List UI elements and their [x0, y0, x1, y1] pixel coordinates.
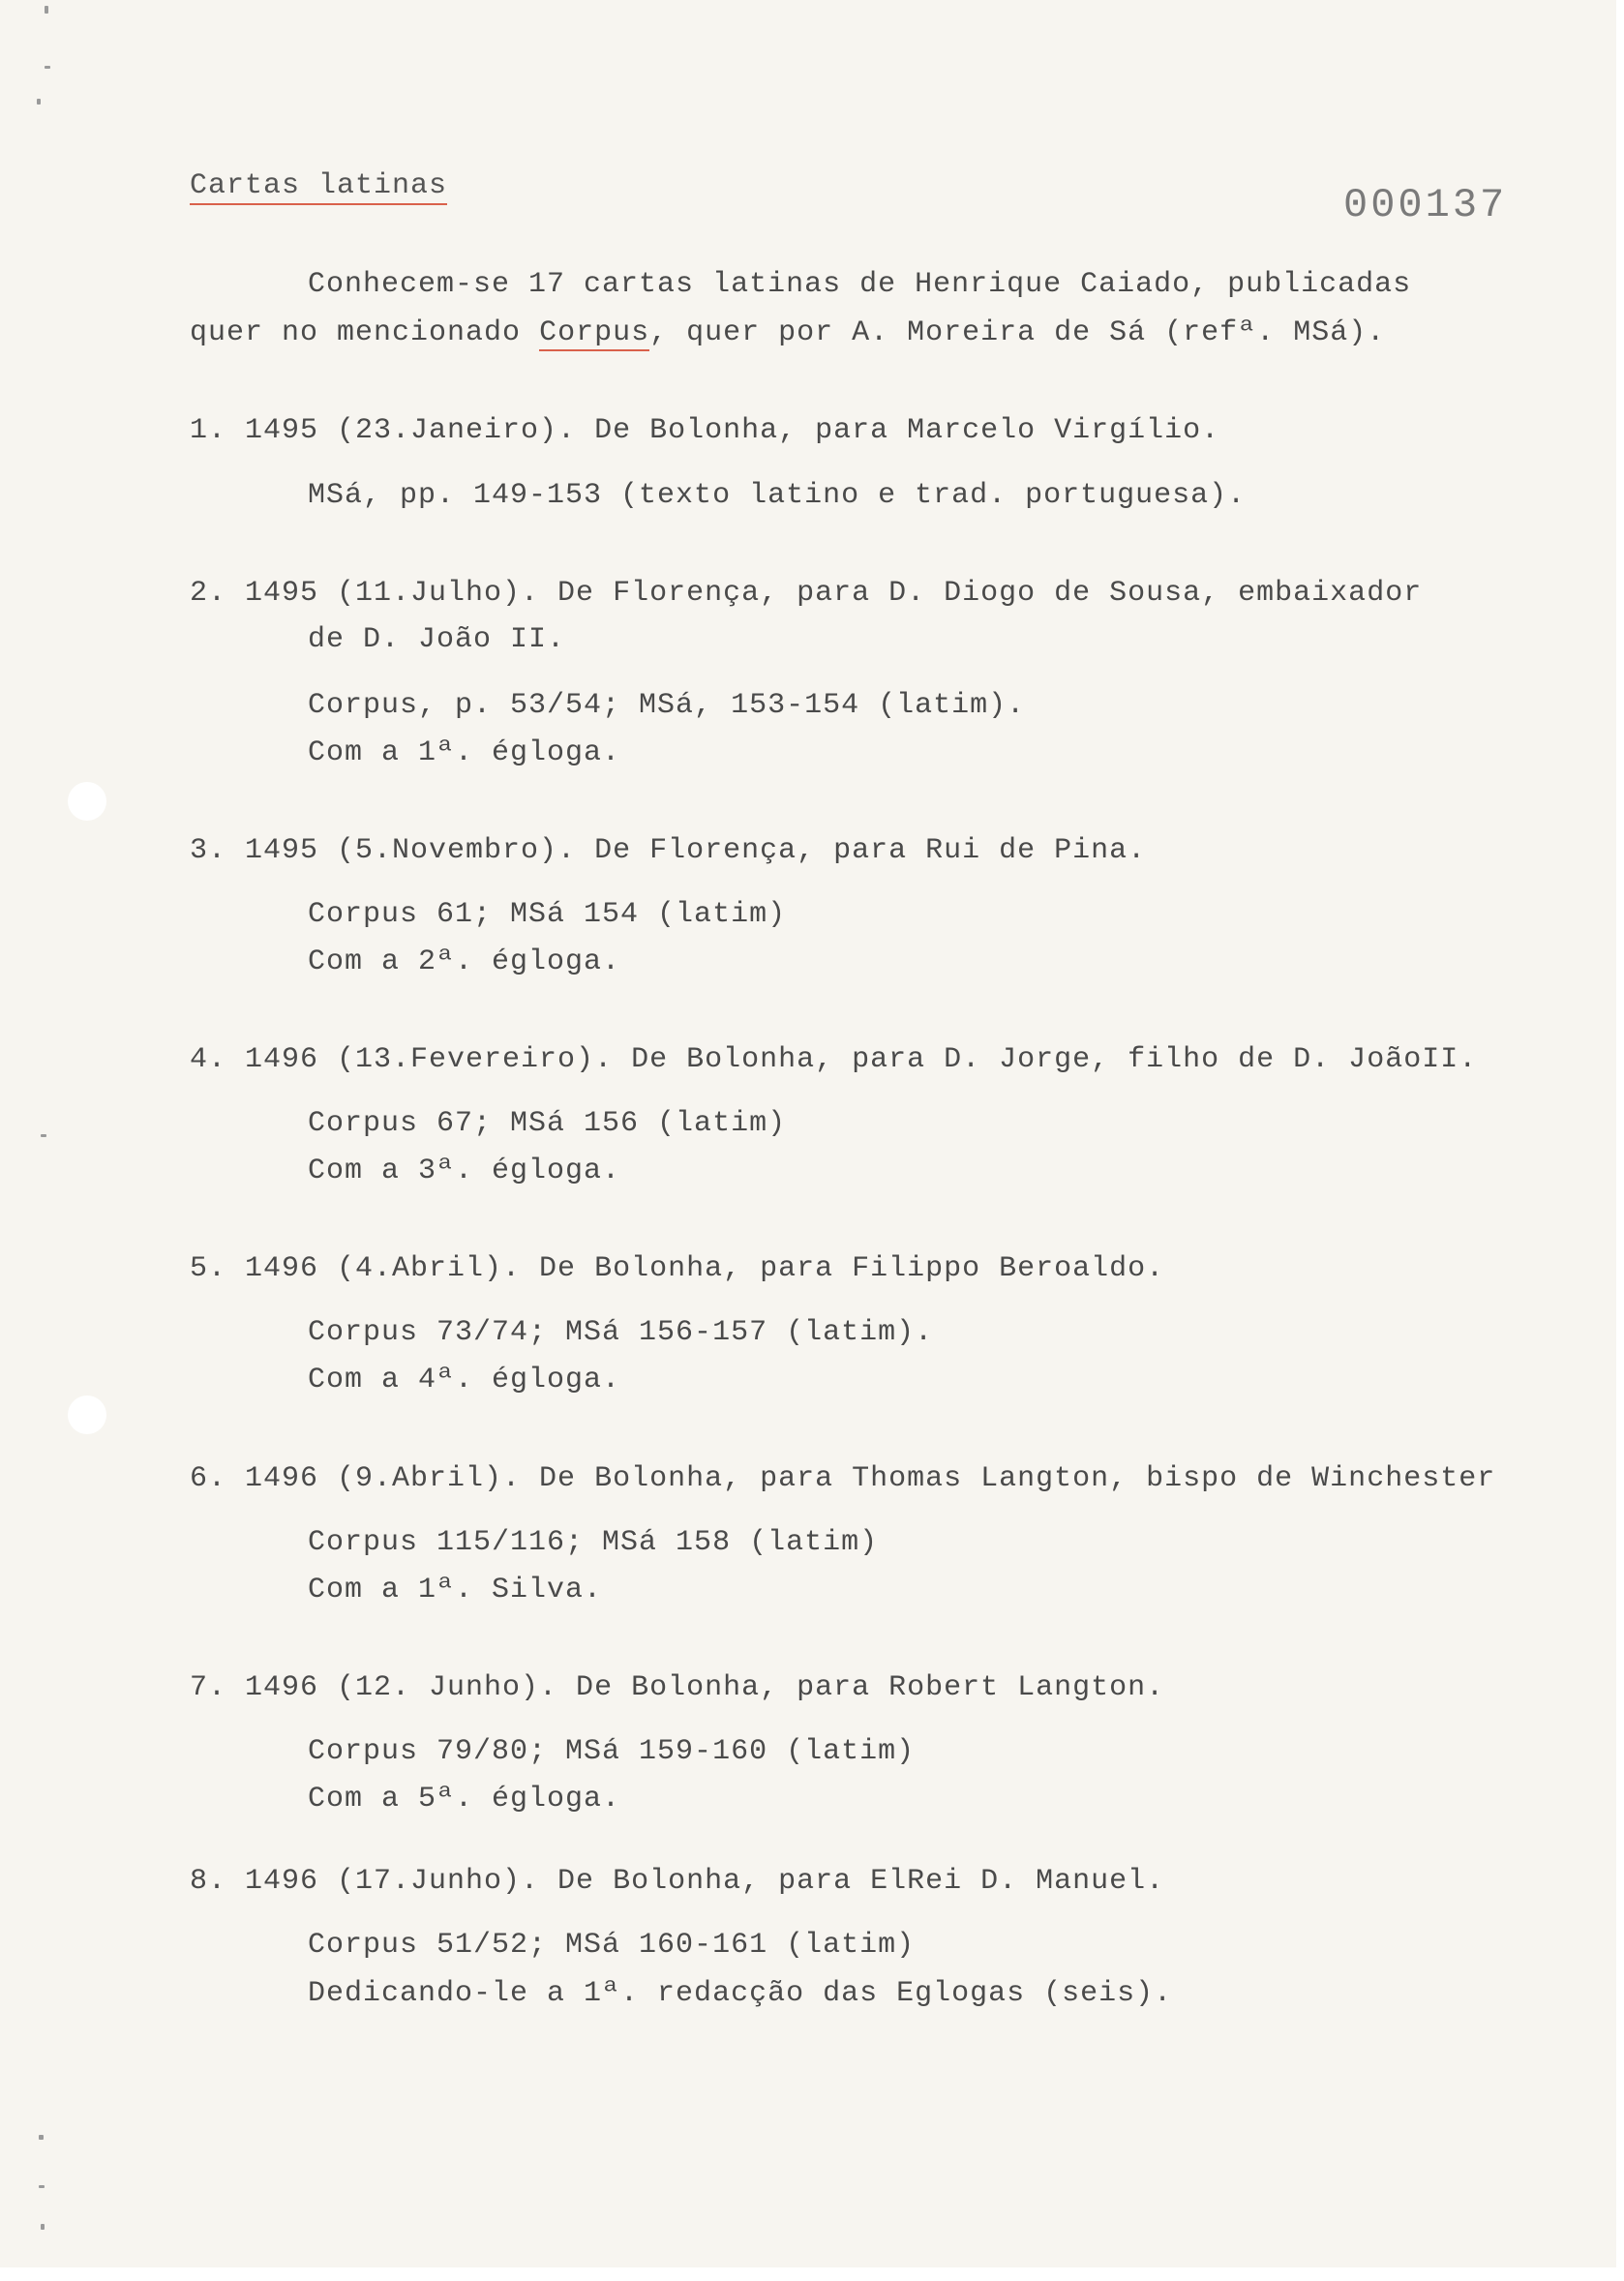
scan-speck	[37, 99, 41, 105]
scan-speck	[41, 1134, 46, 1137]
scan-speck	[41, 2224, 45, 2230]
letter-4-reference: Corpus 67; MSá 156 (latim)	[308, 1107, 787, 1140]
letter-2-heading-cont: de D. João II.	[308, 623, 566, 656]
scan-edge-bottom	[0, 2267, 1624, 2281]
letter-6-reference: Corpus 115/116; MSá 158 (latim)	[308, 1526, 879, 1559]
intro-line-1: Conhecem-se 17 cartas latinas de Henrique Caiado, publicadas	[308, 268, 1412, 301]
letter-2-heading: 2. 1495 (11.Julho). De Florença, para D. Diogo de Sousa, embaixador	[190, 577, 1423, 610]
corpus-underlined: Corpus	[539, 316, 650, 349]
letter-4-heading: 4. 1496 (13.Fevereiro). De Bolonha, para D. Jorge, filho de D. JoãoII.	[190, 1043, 1478, 1076]
intro-line-2-post: , quer por A. Moreira de Sá (refª. MSá).	[649, 316, 1386, 349]
letter-3-reference: Corpus 61; MSá 154 (latim)	[308, 898, 787, 931]
letter-5-reference: Corpus 73/74; MSá 156-157 (latim).	[308, 1316, 934, 1349]
letter-4-note: Com a 3ª. égloga.	[308, 1155, 621, 1187]
letter-1-heading: 1. 1495 (23.Janeiro). De Bolonha, para Marcelo Virgílio.	[190, 414, 1220, 447]
intro-line-2-pre: quer no mencionado	[190, 316, 540, 349]
scan-speck	[39, 2185, 45, 2188]
intro-line-2	[190, 315, 1385, 350]
scan-speck	[39, 2135, 44, 2140]
section-heading: Cartas latinas	[190, 169, 447, 205]
letter-7-heading: 7. 1496 (12. Junho). De Bolonha, para Robert Langton.	[190, 1671, 1165, 1704]
scan-speck	[45, 66, 50, 69]
letter-8-reference: Corpus 51/52; MSá 160-161 (latim)	[308, 1929, 916, 1962]
letter-2-reference: Corpus, p. 53/54; MSá, 153-154 (latim).	[308, 689, 1026, 722]
letter-5-note: Com a 4ª. égloga.	[308, 1364, 621, 1396]
scan-edge-right	[1616, 0, 1624, 2281]
letter-6-heading: 6. 1496 (9.Abril). De Bolonha, para Thomas Langton, bispo de Winchester	[190, 1462, 1496, 1495]
document-number: 000137	[1343, 182, 1508, 228]
letter-8-note: Dedicando-le a 1ª. redacção das Eglogas (seis).	[308, 1977, 1173, 2010]
letter-3-heading: 3. 1495 (5.Novembro). De Florença, para Rui de Pina.	[190, 834, 1147, 867]
letter-7-note: Com a 5ª. égloga.	[308, 1783, 621, 1816]
letter-3-note: Com a 2ª. égloga.	[308, 945, 621, 978]
letter-8-heading: 8. 1496 (17.Junho). De Bolonha, para ElRei D. Manuel.	[190, 1865, 1165, 1898]
scan-speck	[45, 6, 48, 14]
letter-6-note: Com a 1ª. Silva.	[308, 1574, 603, 1606]
letter-7-reference: Corpus 79/80; MSá 159-160 (latim)	[308, 1735, 916, 1768]
punch-hole-bottom	[68, 1396, 106, 1434]
letter-2-note: Com a 1ª. égloga.	[308, 736, 621, 769]
letter-5-heading: 5. 1496 (4.Abril). De Bolonha, para Filippo Beroaldo.	[190, 1252, 1165, 1285]
punch-hole-top	[68, 782, 106, 821]
letter-1-reference: MSá, pp. 149-153 (texto latino e trad. portuguesa).	[308, 479, 1247, 512]
